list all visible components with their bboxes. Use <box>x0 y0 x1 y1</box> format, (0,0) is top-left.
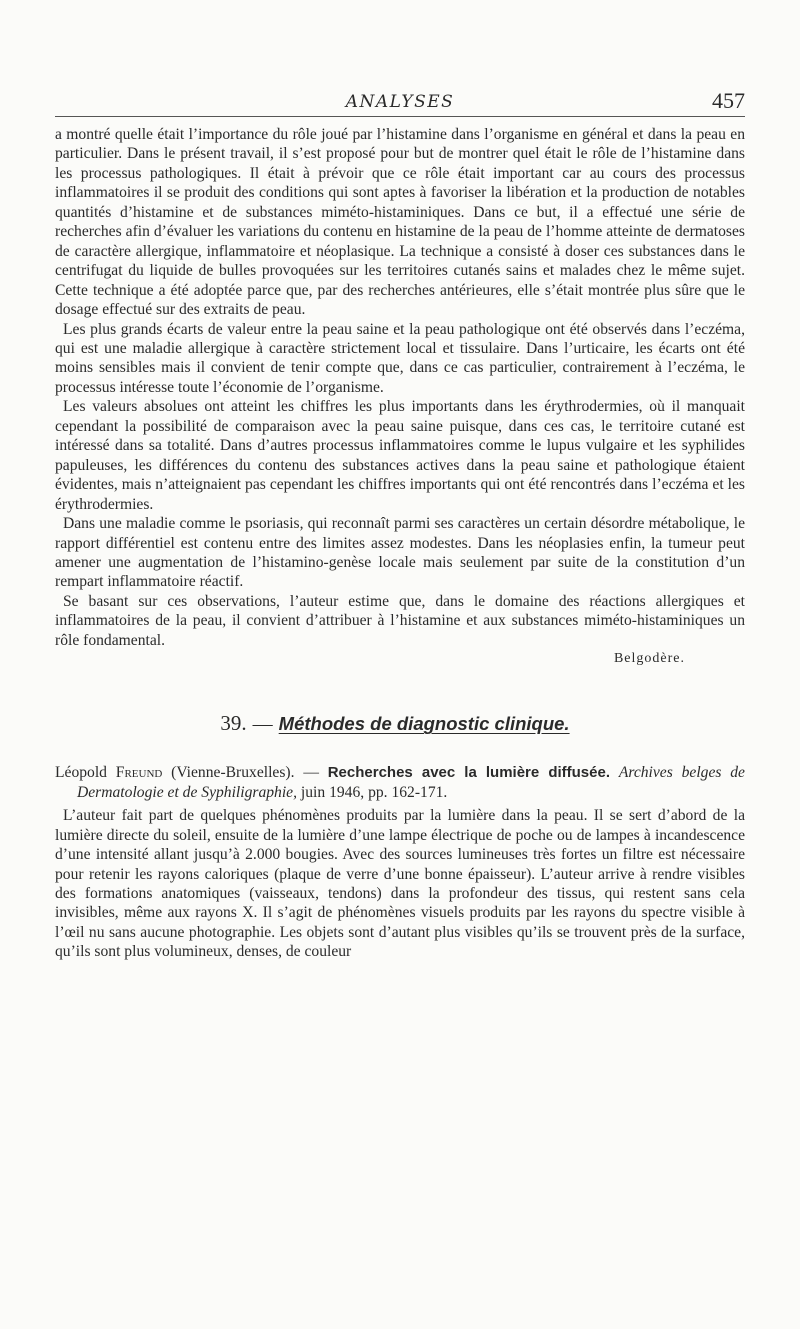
review-1-paragraph: Les plus grands écarts de valeur entre la peau saine et la peau pathologique ont été observés dans l’eczéma, qui est une maladie allergique à caractère strictement local et tissulaire. Dans l’urticaire, les écarts ont été moins sensibles mais il convient de tenir compte que, dans ce cas particulier, contrairement à l’eczéma, le processus intéresse toute l’économie de l’organisme. <box>55 320 745 396</box>
review-2-body <box>55 806 745 962</box>
review-1-paragraph: a montré quelle était l’importance du rôle joué par l’histamine dans l’organisme en général et dans la peau en particulier. Dans le présent travail, il s’est proposé pour but de montrer quel était le rôle de l’histamine dans les processus pathologiques. Il était à prévoir que ce rôle était important car au cours des processus inflammatoires il se produit des conditions qui sont aptes à favoriser la libération et la production de notables quantités d’histamine et de substances miméto-histaminiques. Dans ce but, il a effectué une série de recherches afin d’évaluer les variations du contenu en histamine de la peau de l’homme atteinte de dermatoses de caractère allergique, inflammatoire et néoplasique. La technique a consisté à doser ces substances dans le centrifugat du liquide de bulles provoquées sur les territoires cutanés sains et malades chez le même sujet. Cette technique a été adoptée parce que, par des recherches antérieures, elle s’était montrée plus sûre que le dosage effectué sur des extraits de peau. <box>55 126 745 319</box>
citation-details: juin 1946, pp. 162-171. <box>300 783 448 801</box>
reference-dash: — <box>303 764 319 782</box>
page-number: 457 <box>712 88 745 113</box>
journal-name: Archives belges de Dermatologie et de Syphiligraphie, <box>77 764 745 801</box>
article-title: Recherches avec la lumière diffusée. <box>327 764 610 782</box>
review-1-body <box>55 125 745 650</box>
review-2-reference <box>55 763 745 802</box>
review-1-paragraph: Les valeurs absolues ont atteint les chiffres les plus importants dans les érythrodermies, où il manquait cependant la possibilité de comparaison avec la peau saine puisque, dans ces cas, le territoire cutané est intéressé dans sa totalité. Dans d’autres processus inflammatoires comme le lupus vulgaire et les syphilides papuleuses, les différences du contenu des substances actives dans la peau saine et pathologique étaient évidentes, mais n’atteignaient pas cependant les chiffres importants qui ont été rencontrés dans l’eczéma et les érythrodermies. <box>55 398 745 513</box>
review-1-paragraph: Se basant sur ces observations, l’auteur estime que, dans le domaine des réactions allergiques et inflammatoires de la peau, il convient d’attribuer à l’histamine et aux substances miméto-histaminiques un rôle fondamental. <box>55 592 745 649</box>
running-title: ANALYSES <box>345 92 455 112</box>
review-2-paragraph: L’auteur fait part de quelques phénomènes produits par la lumière dans la peau. Il se sert d’abord de la lumière directe du soleil, ensuite de la lumière d’une lampe électrique de poche ou de lampes à incandescence d’une intensité allant jusqu’à 2.000 bougies. Avec des sources lumineuses très fortes un filtre est nécessaire pour retenir les rayons caloriques (plaque de verre d’une bonne épaisseur). L’auteur arrive à rendre visibles des formations anatomiques (vaisseaux, tendons) dans la profondeur des tissus, qui restent sans cela invisibles, même aux rayons X. Il s’agit de phénomènes visuels produits par les rayons du spectre visible à l’œil nu sans aucune photographie. Les objets sont d’autant plus visibles qu’ils se trouvent près de la surface, qu’ils sont plus volumineux, denses, de couleur <box>55 807 745 961</box>
reviewer-signature: Belgodère. <box>613 651 685 667</box>
running-header <box>55 88 745 117</box>
section-number: 39. <box>220 711 247 736</box>
review-1-paragraph: Dans une maladie comme le psoriasis, qui reconnaît parmi ses caractères un certain désordre métabolique, le rapport différentiel est contenu entre des limites assez modestes. Dans les néoplasies enfin, la tumeur peut amener une augmentation de l’histamino-genèse locale mais seulement par suite de la constitution d’un rempart inflammatoire réactif. <box>55 515 745 591</box>
author-first-name: Léopold <box>55 764 107 782</box>
section-dash: — <box>252 713 273 736</box>
section-heading <box>45 711 745 736</box>
section-title: Méthodes de diagnostic clinique. <box>278 713 570 735</box>
page <box>55 88 745 962</box>
author-last-name: Freund <box>115 764 163 782</box>
author-location: (Vienne-Bruxelles). <box>171 764 295 782</box>
